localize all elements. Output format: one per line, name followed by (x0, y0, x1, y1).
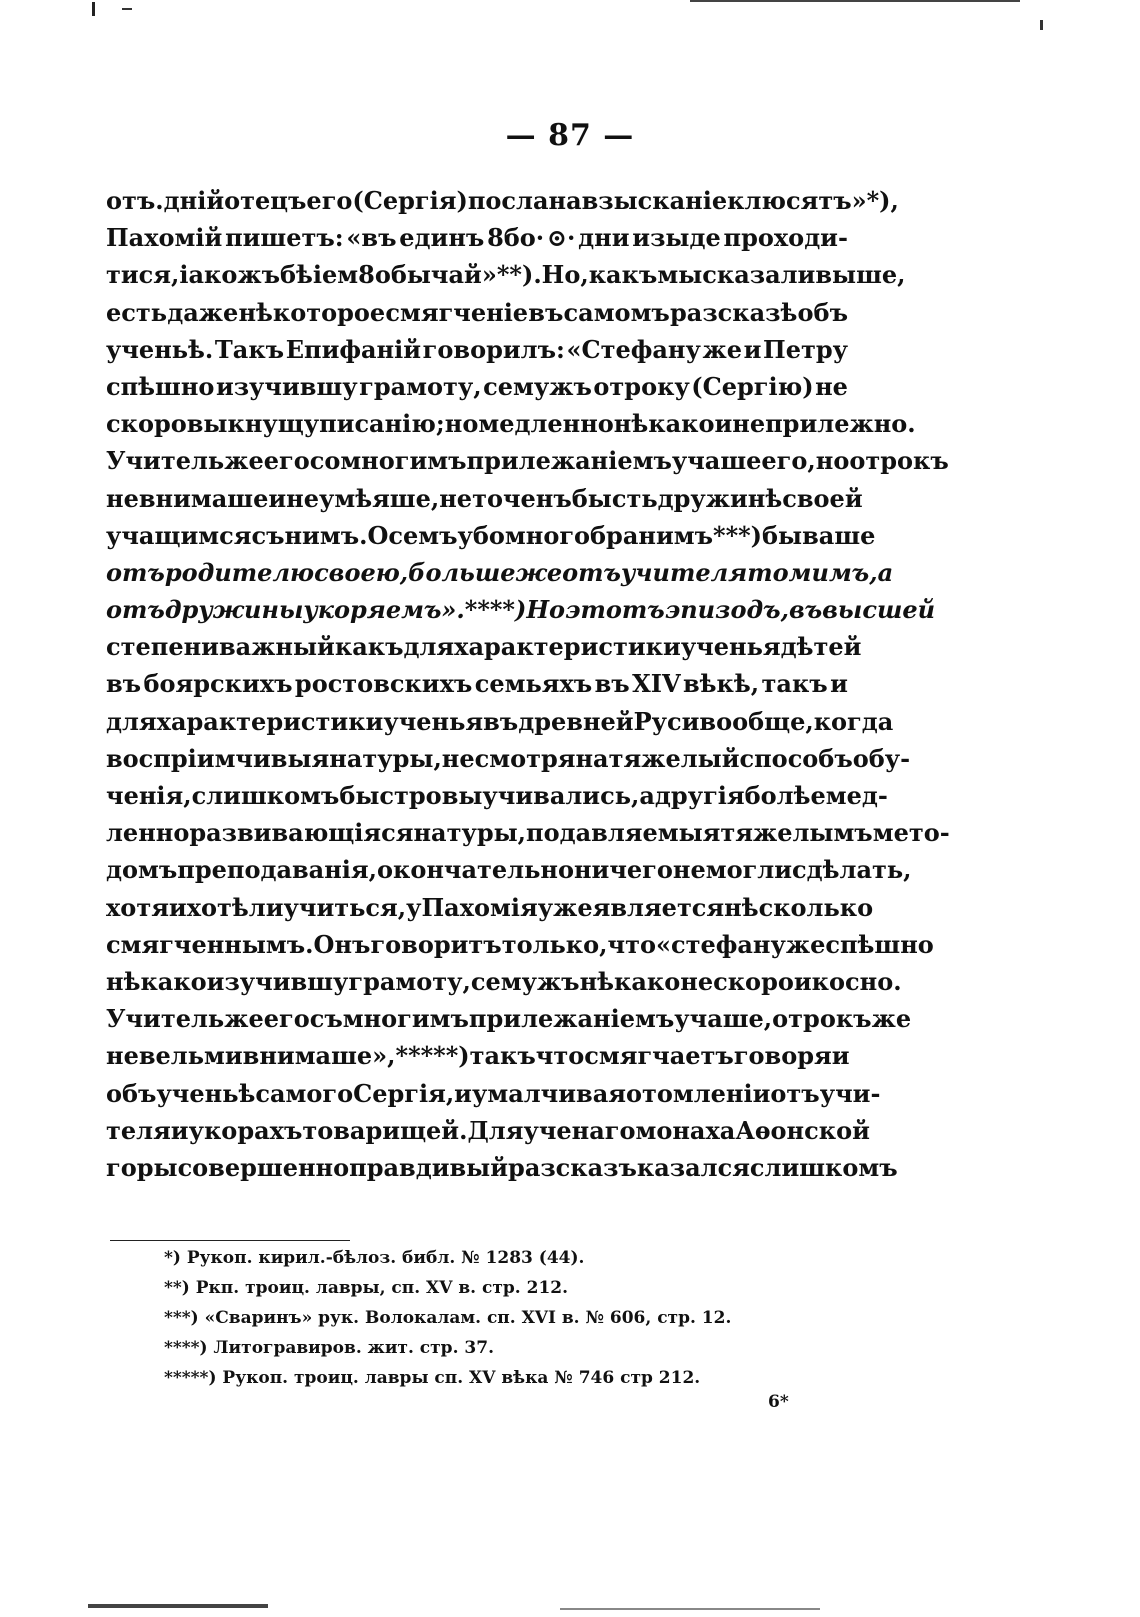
footnote: ***) «Сваринъ» рук. Волокалам. сп. XVI в. № 606, стр. 12. (164, 1308, 732, 1328)
scan-edge-line (690, 0, 1020, 2)
text-line: тися, іакожъ бѣ іем8 обычай» **). Но, какъ мы сказали выше, (106, 260, 906, 290)
text-line: спѣшно изучившу грамоту, семужъ отроку (Сергію) не (106, 371, 848, 401)
scan-mark (122, 8, 132, 10)
text-line: нѣкако изучившу грамоту, семужъ нѣкако не скоро и косно. (106, 966, 902, 996)
scan-edge-line (88, 1604, 268, 1608)
text-line: не вельми внимаше»,*****) такъ что смягчаетъ говоря и (106, 1041, 850, 1071)
text-line: горы совершенно правдивый разсказъ казался слишкомъ (106, 1152, 898, 1182)
printer-signature-mark: 6* (768, 1392, 789, 1412)
footnote: **) Ркп. троиц. лавры, сп. XV в. стр. 212. (164, 1278, 569, 1298)
text-line: домъ преподаванія, окончательно ничего не могли сдѣлать, (106, 855, 912, 885)
text-line: теля и укорахъ товарищей. Для ученаго монаха Аѳонской (106, 1115, 870, 1145)
footnote: *) Рукоп. кирил.-бѣлоз. библ. № 1283 (44). (164, 1248, 585, 1268)
text-line: есть даже нѣкоторое смягченіе въ самомъ разсказѣ объ (106, 297, 848, 327)
body-text (106, 182, 950, 1186)
text-line: ленно развивающіяся натуры, подавляемыя тяжелымъ мето- (106, 818, 950, 848)
text-line: отъ родителю своею, больше же отъ учителя томимъ, а (106, 557, 894, 587)
text-line: смягченнымъ. Онъ говоритъ только, что «стефану же спѣшно (106, 929, 934, 959)
scan-mark (92, 2, 105, 16)
text-line: воспріимчивыя натуры, несмотря на тяжелый способъ обу- (106, 743, 911, 773)
footnotes (164, 1243, 864, 1393)
text-line: хотя и хотѣли учиться, у Пахомія уже является нѣсколько (106, 892, 874, 922)
text-line: отъ.дній отецъ его (Сергія) посла на взысканіе клюсятъ» *), (106, 186, 899, 215)
text-line: объ ученьѣ самого Сергія, и умалчивая о томленіи отъ учи- (106, 1078, 881, 1108)
footnote: *****) Рукоп. троиц. лавры сп. XV вѣка № 746 стр 212. (164, 1368, 701, 1388)
text-line: скоро выкнущу писанію; но медленно нѣкако и неприлежно. (106, 409, 916, 439)
text-line: ченія, слишкомъ быстро выучивались, а другія болѣе мед- (106, 781, 888, 810)
text-line: ученьѣ. Такъ Епифаній говорилъ: «Стефану же и Петру (106, 334, 848, 364)
text-line: Учитель же его со многимъ прилежаніемъ учаше его, но отрокъ (106, 446, 949, 476)
footnote-divider (110, 1240, 350, 1241)
footnote: ****) Литогравиров. жит. стр. 37. (164, 1338, 494, 1358)
text-line: въ боярскихъ ростовскихъ семьяхъ въ XIV вѣкѣ, такъ и (106, 669, 848, 699)
page-number: — 87 — (505, 118, 635, 153)
text-line: учащимся съ нимъ. О семъ убо много бранимъ***) бываше (106, 520, 876, 550)
text-line: Пахомій пишетъ: «въ единъ 8бо· ⊙· дни изыде проходи- (106, 223, 848, 253)
text-line: отъ дружины укоряемъ».****) Но этотъ эпизодъ, въ высшей (106, 595, 936, 625)
text-line: невнимаше и неумѣяше, не точенъ бысть дружинѣ своей (106, 483, 863, 513)
text-line: для характеристики ученья въ древней Руси вообще, когда (106, 706, 894, 736)
scan-mark (1040, 20, 1043, 30)
text-line: Учитель же его съ многимъ прилежаніемъ учаше, отрокъ же (106, 1004, 912, 1034)
scan-edge-line (560, 1608, 820, 1610)
text-line: степени важный какъ для характеристики ученья дѣтей (106, 632, 862, 662)
